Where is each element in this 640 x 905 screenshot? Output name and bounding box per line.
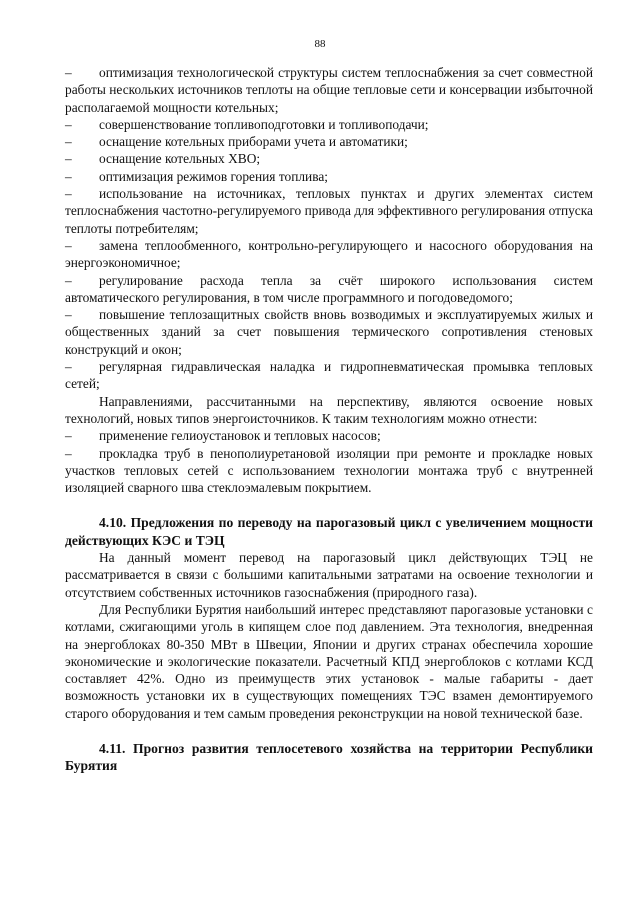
list-item: – регулярная гидравлическая наладка и гидропневматическая промывка тепловых сетей; xyxy=(65,358,593,393)
section-heading-4-10: 4.10. Предложения по переводу на парогазовый цикл с увеличением мощности действующих КЭС и ТЭЦ xyxy=(65,515,593,548)
list-item: – применение гелиоустановок и тепловых насосов; xyxy=(65,427,593,444)
list-item: – оснащение котельных приборами учета и автоматики; xyxy=(65,133,593,150)
list-item: – оптимизация технологической структуры систем теплоснабжения за счет совместной работы нескольких источников теплоты на общие тепловые сети и консервации избыточной располагаемой мощности котельных; xyxy=(65,64,593,116)
bullet-list-measures xyxy=(65,64,593,393)
paragraph: На данный момент перевод на парогазовый цикл действующих ТЭЦ не рассматривается в связи с большими капитальными затратами на освоение технологии и отсутствием собственных источников газоснабжения (природного газа). xyxy=(65,550,593,600)
bullet-list-technologies xyxy=(65,427,593,496)
page-number: 88 xyxy=(314,38,326,50)
section-heading-4-11: 4.11. Прогноз развития теплосетевого хозяйства на территории Республики Бурятия xyxy=(65,740,593,774)
document-body xyxy=(65,64,593,775)
list-item: – совершенствование топливоподготовки и топливоподачи; xyxy=(65,116,593,133)
list-item: – повышение теплозащитных свойств вновь возводимых и эксплуатируемых жилых и общественных зданий за счет повышения термического сопротивления стеновых конструкций и окон; xyxy=(65,306,593,358)
paragraph-intro: Направлениями, рассчитанными на перспективу, являются освоение новых технологий, новых типов энергоисточников. К таким технологиям можно отнести: xyxy=(65,393,593,426)
list-item: – оснащение котельных ХВО; xyxy=(65,150,593,167)
paragraph: Для Республики Бурятия наибольший интерес представляют парогазовые установки с котлами, сжигающими уголь в кипящем слое под давлением. Эта технология, внедренная на энергоблоках 80-350 МВт в Швеции, Японии и других странах обеспечила хорошие экономические и экологические показатели. Расчетный КПД энергоблоков с котлами КСД составляет 42%. Одно из преимуществ этих установок - малые габариты - дает возможность установки их в существующих помещениях ТЭС взамен демонтируемого старого оборудования и тем самым проведения реконструкции на новой технической базе. xyxy=(65,601,593,721)
list-item: – использование на источниках, тепловых пунктах и других элементах систем теплоснабжения частотно-регулируемого привода для эффективного регулирования отпуска теплоты потребителям; xyxy=(65,185,593,237)
list-item: – прокладка труб в пенополиуретановой изоляции при ремонте и прокладке новых участков тепловых сетей с использованием технологии монтажа труб с внутренней изоляцией сварного шва стеклоэмалевым покрытием. xyxy=(65,445,593,497)
list-item: – регулирование расхода тепла за счёт широкого использования систем автоматического регулирования, в том числе программного и погодоведомого; xyxy=(65,272,593,307)
list-item: – замена теплообменного, контрольно-регулирующего и насосного оборудования на энергоэкономичное; xyxy=(65,237,593,272)
list-item: – оптимизация режимов горения топлива; xyxy=(65,168,593,185)
